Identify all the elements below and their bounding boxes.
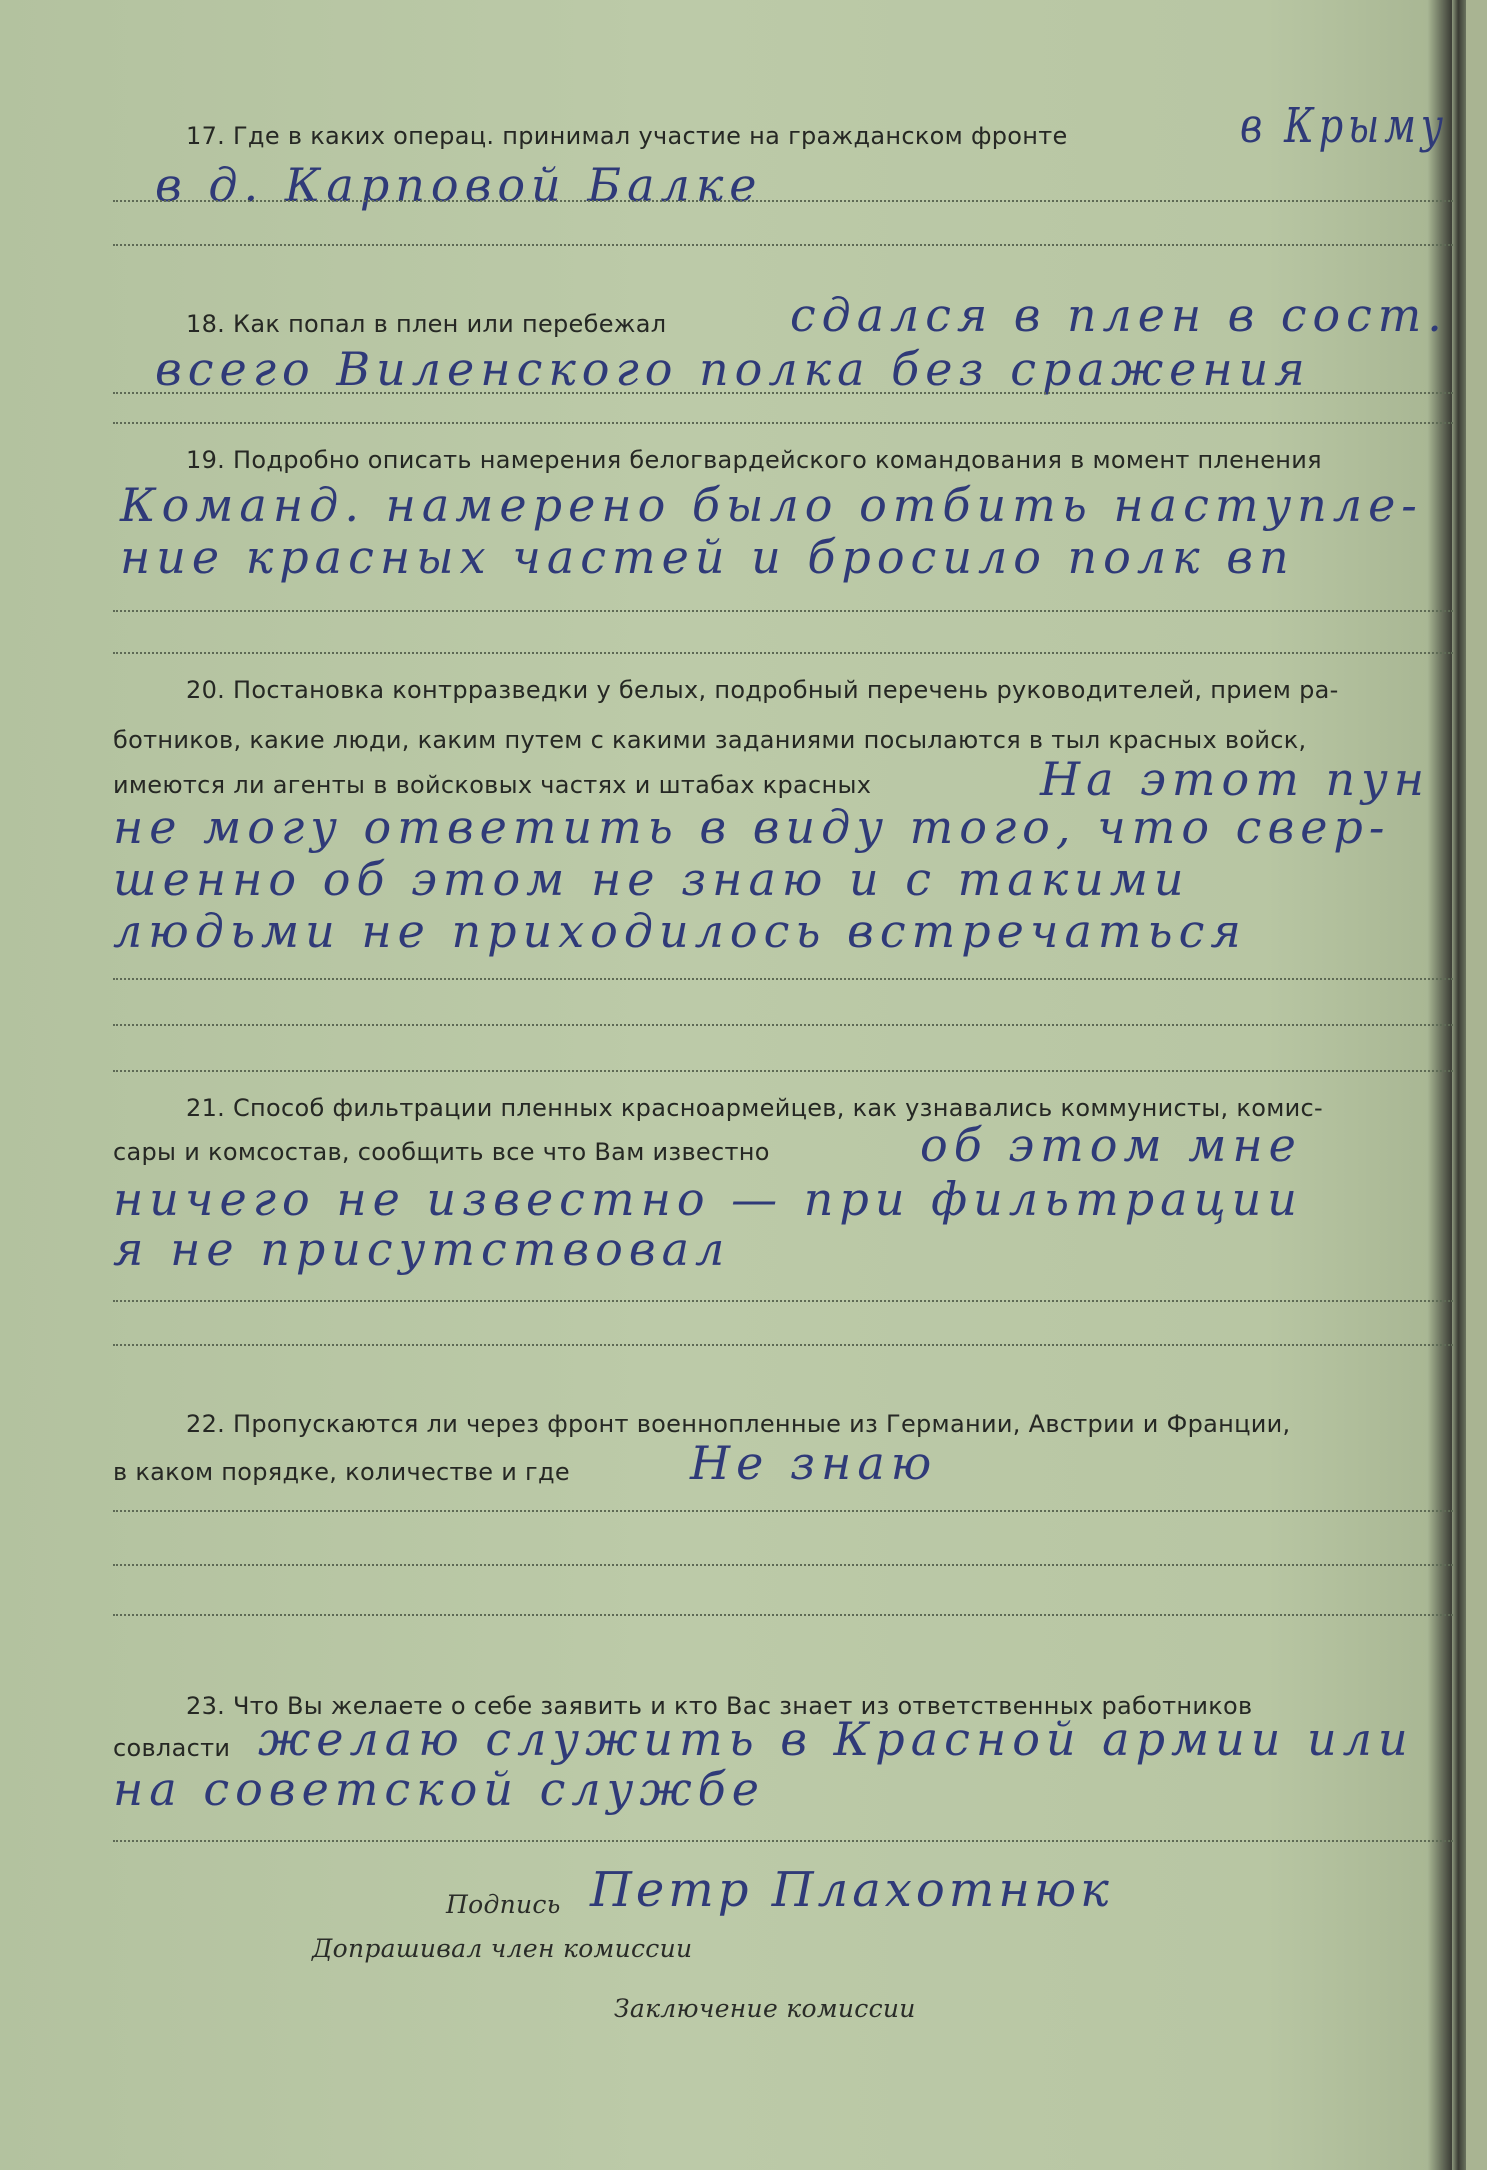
interrogator-label: Допрашивал член комиссии [312,1934,693,1963]
answer-line [113,978,1453,980]
q20-answer-line-3: шенно об этом не знаю и с такими [113,852,1190,906]
answer-line [113,1564,1453,1566]
q19-answer-line-2: ние красных частей и бросило полк вп [120,530,1295,584]
answer-line [113,1300,1453,1302]
answer-line [113,1024,1453,1026]
conclusion-label: Заключение комиссии [614,1994,916,2023]
q17-answer-line-2: в д. Карповой Балке [155,158,763,212]
answer-line [113,422,1453,424]
q20-answer-line-2: не могу ответить в виду того, что свер- [113,800,1391,854]
adjacent-page-edge [1466,0,1487,2170]
answer-line [113,244,1453,246]
q22-answer-line-1: Не знаю [690,1436,938,1490]
signature-label: Подпись [446,1890,561,1919]
q20-answer-line-1: На этот пун [1040,752,1431,806]
q20-answer-line-4: людьми не приходилось встречаться [113,904,1247,958]
q20-label-line-1: 20. Постановка контрразведки у белых, подробный перечень руководителей, прием ра- [186,676,1339,704]
answer-line [113,610,1453,612]
answer-line [113,1510,1453,1512]
q17-answer-line-1: в Крыму [1240,98,1448,154]
q20-label-line-2: ботников, какие люди, каким путем с какими заданиями посылаются в тыл красных войск, [113,726,1307,754]
q19-answer-line-1: Команд. намерено было отбить наступле- [120,478,1423,532]
answer-line [113,392,1453,394]
answer-line [113,200,1453,202]
q23-label-line-1: 23. Что Вы желаете о себе заявить и кто Вас знает из ответственных работников [186,1692,1253,1720]
q20-label-line-3: имеются ли агенты в войсковых частях и штабах красных [113,771,872,799]
q21-label-line-1: 21. Способ фильтрации пленных красноармейцев, как узнавались коммунисты, комис- [186,1094,1323,1122]
signature-value: Петр Плахотнюк [590,1862,1113,1918]
q21-answer-line-2: ничего не известно — при фильтрации [113,1172,1303,1226]
q18-answer-line-2: всего Виленского полка без сражения [155,342,1311,396]
q17-label: 17. Где в каких операц. принимал участие на гражданском фронте [186,122,1068,150]
q19-label: 19. Подробно описать намерения белогвардейского командования в момент пленения [186,446,1322,474]
q23-answer-line-1: желаю служить в Красной армии или [258,1712,1414,1766]
q22-label-line-2: в каком порядке, количестве и где [113,1458,570,1486]
answer-line [113,1344,1453,1346]
q21-label-line-2: сары и комсостав, сообщить все что Вам известно [113,1138,770,1166]
q21-answer-line-1: об этом мне [920,1118,1302,1172]
answer-line [113,652,1453,654]
q23-answer-line-2: на советской службе [113,1762,765,1816]
answer-line [113,1840,1453,1842]
answer-line [113,1614,1453,1616]
q22-label-line-1: 22. Пропускаются ли через фронт военнопленные из Германии, Австрии и Франции, [186,1410,1291,1438]
q18-answer-line-1: сдался в плен в сост. [790,288,1448,342]
answer-line [113,1070,1453,1072]
q21-answer-line-3: я не присутствовал [113,1222,731,1276]
q23-label-line-2: совласти [113,1734,231,1762]
q18-label: 18. Как попал в плен или перебежал [186,310,667,338]
book-spine [1452,0,1466,2170]
